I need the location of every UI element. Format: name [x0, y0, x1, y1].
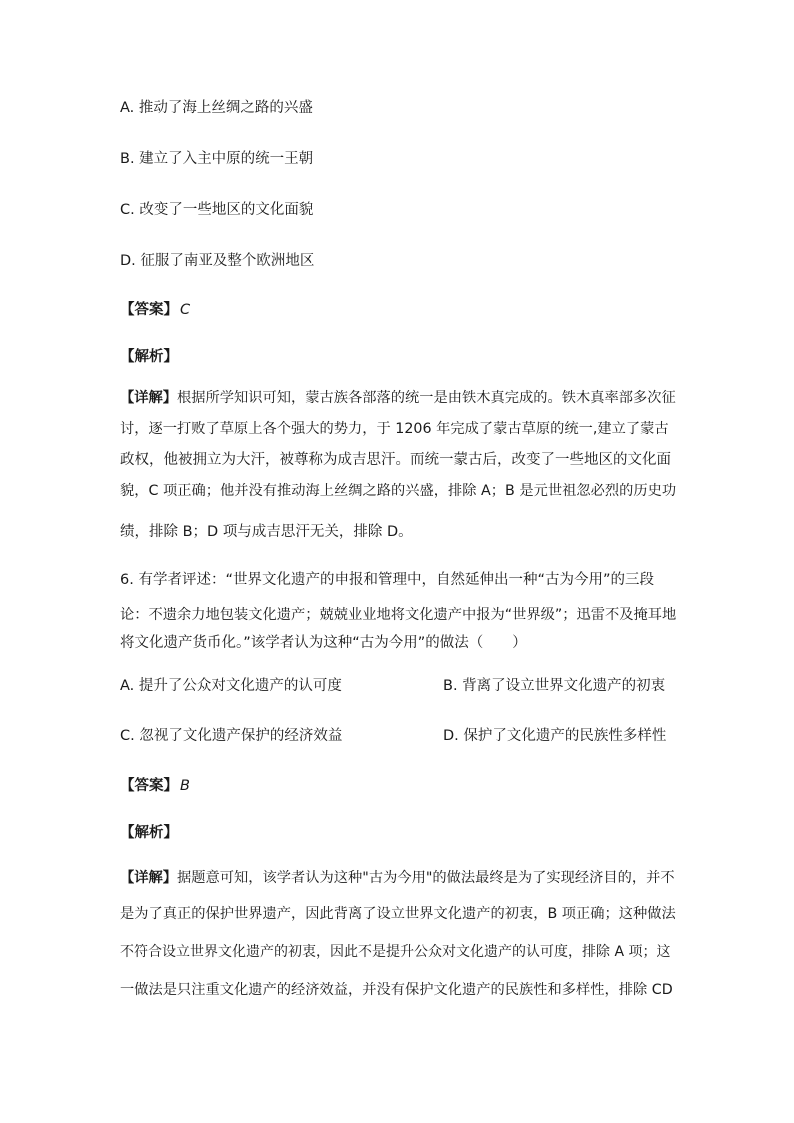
- q6-detail-line-2: 是为了真正的保护世界遗产，因此背离了设立世界文化遗产的初衷，B 项正确；这种做法: [120, 906, 676, 922]
- q5-answer: [120, 300, 190, 320]
- q6-detail-label: 【详解】: [120, 870, 178, 886]
- q5-answer-label: 【答案】: [120, 302, 178, 318]
- q5-analysis-heading: 【解析】: [120, 349, 178, 365]
- q5-detail-line-4: 貌，C 项正确；他并没有推动海上丝绸之路的兴盛，排除 A；B 是元世祖忽必烈的历史功: [120, 483, 677, 499]
- q6-stem-line-2: 论：不遗余力地包装文化遗产；兢兢业业地将文化遗产中报为“世界级”；迅雷不及掩耳地: [120, 607, 677, 623]
- q5-option-c: C. 改变了一些地区的文化面貌: [120, 202, 314, 218]
- q5-detail-line-2: 讨，逐一打败了草原上各个强大的势力，于 1206 年完成了蒙古草原的统一,建立了蒙古: [120, 421, 669, 437]
- q5-detail-text-1: 根据所学知识可知，蒙古族各部落的统一是由铁木真完成的。铁木真率部多次征: [177, 390, 676, 406]
- q5-option-b: B. 建立了入主中原的统一王朝: [120, 151, 314, 167]
- q6-analysis-heading: 【解析】: [120, 825, 178, 841]
- q6-stem-line-1: 6. 有学者评述：“世界文化遗产的申报和管理中，自然延伸出一种“古为今用”的三段: [120, 572, 654, 588]
- q6-stem-line-3: 将文化遗产货币化。”该学者认为这种“古为今用”的做法（ ）: [120, 635, 527, 651]
- q5-analysis-label: [120, 347, 178, 367]
- q6-answer: [120, 776, 190, 796]
- q6-answer-value: B: [180, 778, 190, 794]
- q6-detail-line-4: 一做法是只注重文化遗产的经济效益，并没有保护文化遗产的民族性和多样性，排除 CD: [120, 982, 673, 998]
- q5-answer-value: C: [180, 302, 191, 318]
- q6-option-b: B. 背离了设立世界文化遗产的初衷: [443, 678, 666, 694]
- q5-option-d: D. 征服了南亚及整个欧洲地区: [120, 253, 315, 269]
- q5-option-a: A. 推动了海上丝绸之路的兴盛: [120, 100, 313, 116]
- q6-detail-line-3: 不符合设立世界文化遗产的初衷，因此不是提升公众对文化遗产的认可度，排除 A 项；这: [120, 944, 671, 960]
- q5-detail-line-3: 政权，他被拥立为大汗，被尊称为成吉思汗。而统一蒙古后，改变了一些地区的文化面: [120, 452, 671, 468]
- q6-option-a: A. 提升了公众对文化遗产的认可度: [120, 678, 342, 694]
- q5-detail-line-5: 绩，排除 B；D 项与成吉思汗无关，排除 D。: [120, 524, 413, 540]
- q6-detail-line-1: [120, 868, 675, 888]
- q6-detail-text-1: 据题意可知，该学者认为这种"古为今用"的做法最终是为了实现经济目的，并不: [177, 870, 675, 886]
- q6-option-d: D. 保护了文化遗产的民族性多样性: [443, 728, 667, 744]
- q5-detail-label: 【详解】: [120, 390, 178, 406]
- q6-option-c: C. 忽视了文化遗产保护的经济效益: [120, 728, 343, 744]
- q6-analysis-label: [120, 823, 178, 843]
- q5-detail-line-1: [120, 388, 676, 408]
- q6-answer-label: 【答案】: [120, 778, 178, 794]
